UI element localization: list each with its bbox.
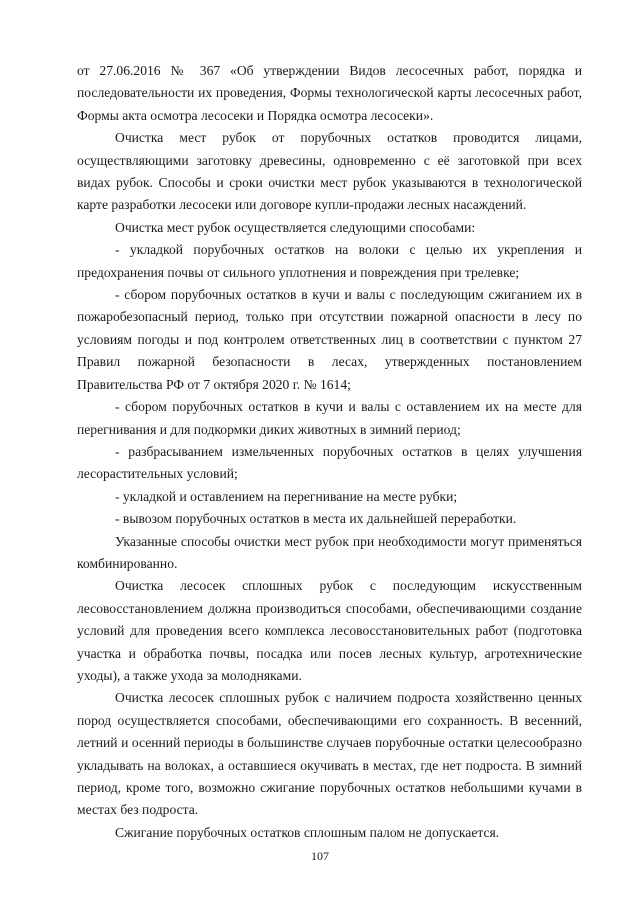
list-item-1: - укладкой порубочных остатков на волоки с целью их укрепления и предохранения почвы от сильного уплотнения и повреждения при трелевке;: [77, 242, 582, 280]
page-number: 107: [311, 849, 329, 863]
paragraph-2: Очистка мест рубок от порубочных остатков проводится лицами, осуществляющими заготовку древесины, одновременно с её заготовкой при всех видах рубок. Способы и сроки очистки мест рубок указываются в технологической карте разработки лесосеки или договоре купли-продажи лесных насаждений.: [77, 130, 582, 213]
paragraph-7: Сжигание порубочных остатков сплошным палом не допускается.: [115, 824, 500, 840]
paragraph-6: Очистка лесосек сплошных рубок с наличием подроста хозяйственно ценных пород осуществляется способами, обеспечивающими его сохранность. В весенний, летний и осенний периоды в большинстве случаев порубочные остатки целесообразно укладывать на волоках, а оставшиеся окучивать в местах, где нет подроста. В зимний период, кроме того, возможно сжигание порубочных остатков небольшими кучами в местах без подроста.: [77, 690, 582, 818]
paragraph-1: от 27.06.2016 № 367 «Об утверждении Видов лесосечных работ, порядка и последовательности их проведения, Формы технологической карты лесосечных работ, Формы акта осмотра лесосеки и Порядка осмотра лесосеки».: [77, 63, 582, 123]
list-item-2: - сбором порубочных остатков в кучи и валы с последующим сжиганием их в пожаробезопасный период, только при отсутствии пожарной опасности в лесу по условиям погоды и под контролем ответственных лиц в соответствии с пунктом 27 Правил пожарной безопасности в лесах, утвержденных постановлением Правительства РФ от 7 октября 2020 г. № 1614;: [77, 287, 582, 392]
list-item-6: - вывозом порубочных остатков в места их дальнейшей переработки.: [115, 511, 517, 527]
list-item-4: - разбрасыванием измельченных порубочных остатков в целях улучшения лесорастительных условий;: [77, 443, 582, 482]
paragraph-5: Очистка лесосек сплошных рубок с последующим искусственным лесовосстановлением должна производиться способами, обеспечивающими создание условий для проведения всего комплекса лесовосстановительных работ (подготовка участка и обработка почвы, посадка или посев лесных культур, агротехнические уходы), а также ухода за молодняками.: [77, 578, 582, 683]
paragraph-4: Указанные способы очистки мест рубок при необходимости могут применяться комбинированно.: [77, 533, 582, 571]
list-item-5: - укладкой и оставлением на перегнивание на месте рубки;: [115, 488, 458, 504]
paragraph-3: Очистка мест рубок осуществляется следующими способами:: [115, 219, 476, 235]
document-body: [77, 60, 582, 844]
list-item-3: - сбором порубочных остатков в кучи и валы с оставлением их на месте для перегнивания и для подкормки диких животных в зимний период;: [77, 399, 582, 437]
